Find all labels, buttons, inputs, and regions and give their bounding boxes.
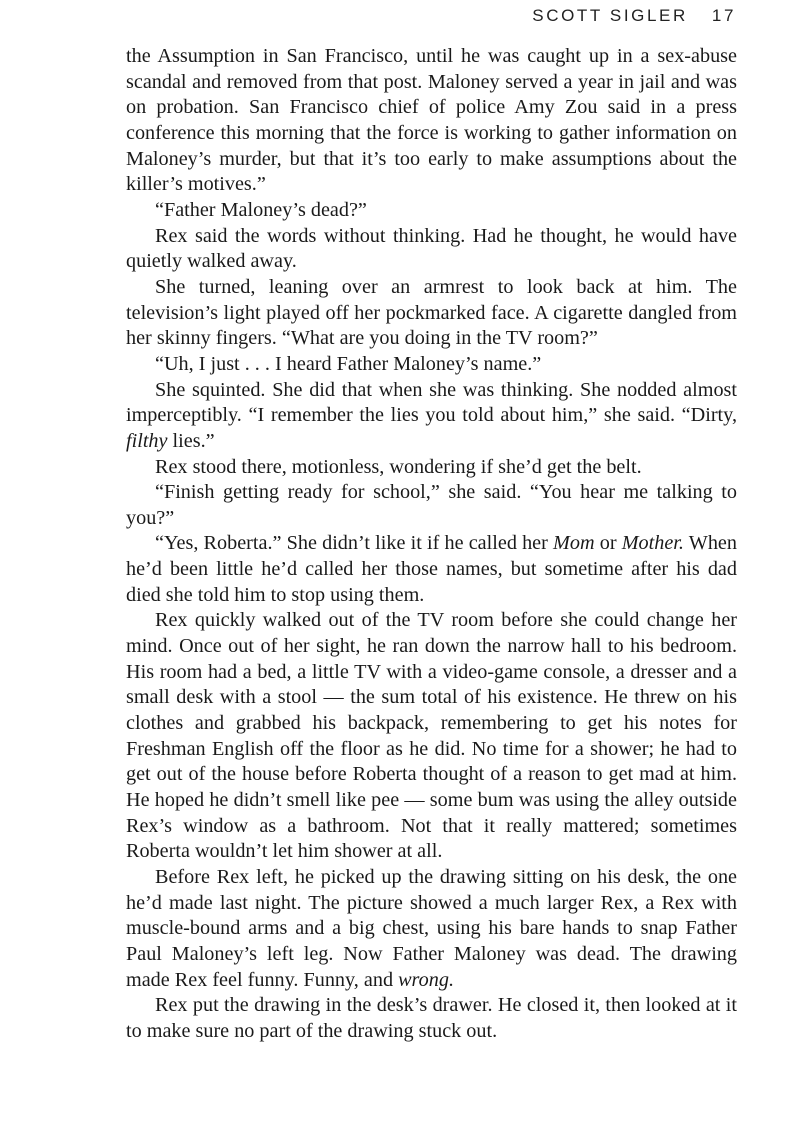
paragraph-1: the Assumption in San Francisco, until he was caught up in a sex-abuse scandal and removed from that post. Maloney served a year in jail and was on probation. San Francisco chief of police Amy Zou said in a press conference this morning that the force is working to gather information on Maloney’s murder, but that it’s too early to make assumptions about the killer’s motives.” [126, 45, 737, 196]
paragraph-9-text-b: or [594, 532, 622, 555]
paragraph-11-emphasis: wrong. [398, 968, 454, 991]
paragraph-2: “Father Maloney’s dead?” [155, 198, 367, 221]
paragraph-9-emphasis-mother: Mother. [621, 532, 684, 555]
paragraph-11-text-a: Before Rex left, he picked up the drawing sitting on his desk, the one he’d made last night. The picture showed a much larger Rex, a Rex with muscle-bound arms and a big chest, using his bare hands to snap Father Paul Maloney’s left leg. Now Father Maloney was dead. The drawing made Rex feel funny. Funny, and [126, 866, 737, 991]
running-head [532, 6, 736, 26]
paragraph-9-text-a: “Yes, Roberta.” She didn’t like it if he called her [155, 532, 554, 555]
paragraph-4: She turned, leaning over an armrest to look back at him. The television’s light played off her pockmarked face. A cigarette dangled from her skinny fingers. “What are you doing in the TV room?” [126, 275, 737, 350]
paragraph-11 [126, 865, 737, 993]
paragraph-9-text-c: When he’d been little he’d called her those names, but sometime after his dad died she told him to stop using them. [126, 532, 737, 606]
paragraph-7: Rex stood there, motionless, wondering if she’d get the belt. [155, 455, 642, 478]
paragraph-12: Rex put the drawing in the desk’s drawer. He closed it, then looked at it to make sure no part of the drawing stuck out. [126, 994, 737, 1042]
paragraph-6-emphasis: filthy [126, 429, 168, 452]
paragraph-9 [126, 531, 737, 608]
paragraph-3: Rex said the words without thinking. Had he thought, he would have quietly walked away. [126, 224, 737, 273]
running-head-author: SCOTT SIGLER [532, 6, 688, 25]
paragraph-8: “Finish getting ready for school,” she said. “You hear me talking to you?” [126, 481, 737, 529]
paragraph-6-text-a: She squinted. She did that when she was thinking. She nodded almost imperceptibly. “I remember the lies you told about him,” she said. “Dirty, [126, 378, 737, 427]
page-number: 17 [711, 6, 736, 25]
paragraph-6 [126, 378, 737, 455]
body-text [126, 44, 737, 1045]
paragraph-9-emphasis-mom: Mom [553, 532, 595, 555]
paragraph-10: Rex quickly walked out of the TV room before she could change her mind. Once out of her sight, he ran down the narrow hall to his bedroom. His room had a bed, a little TV with a video-game console, a dresser and a small desk with a stool — the sum total of his existence. He threw on his clothes and grabbed his backpack, remembering to get his notes for Freshman English off the floor as he did. No time for a shower; he had to get out of the house before Roberta thought of a reason to get mad at him. He hoped he didn’t smell like pee — some bum was using the alley outside Rex’s window as a bathroom. Not that it really mattered; sometimes Roberta wouldn’t let him shower at all. [126, 609, 737, 863]
paragraph-5: “Uh, I just . . . I heard Father Maloney’s name.” [155, 352, 542, 375]
paragraph-6-text-b: lies.” [167, 429, 215, 452]
